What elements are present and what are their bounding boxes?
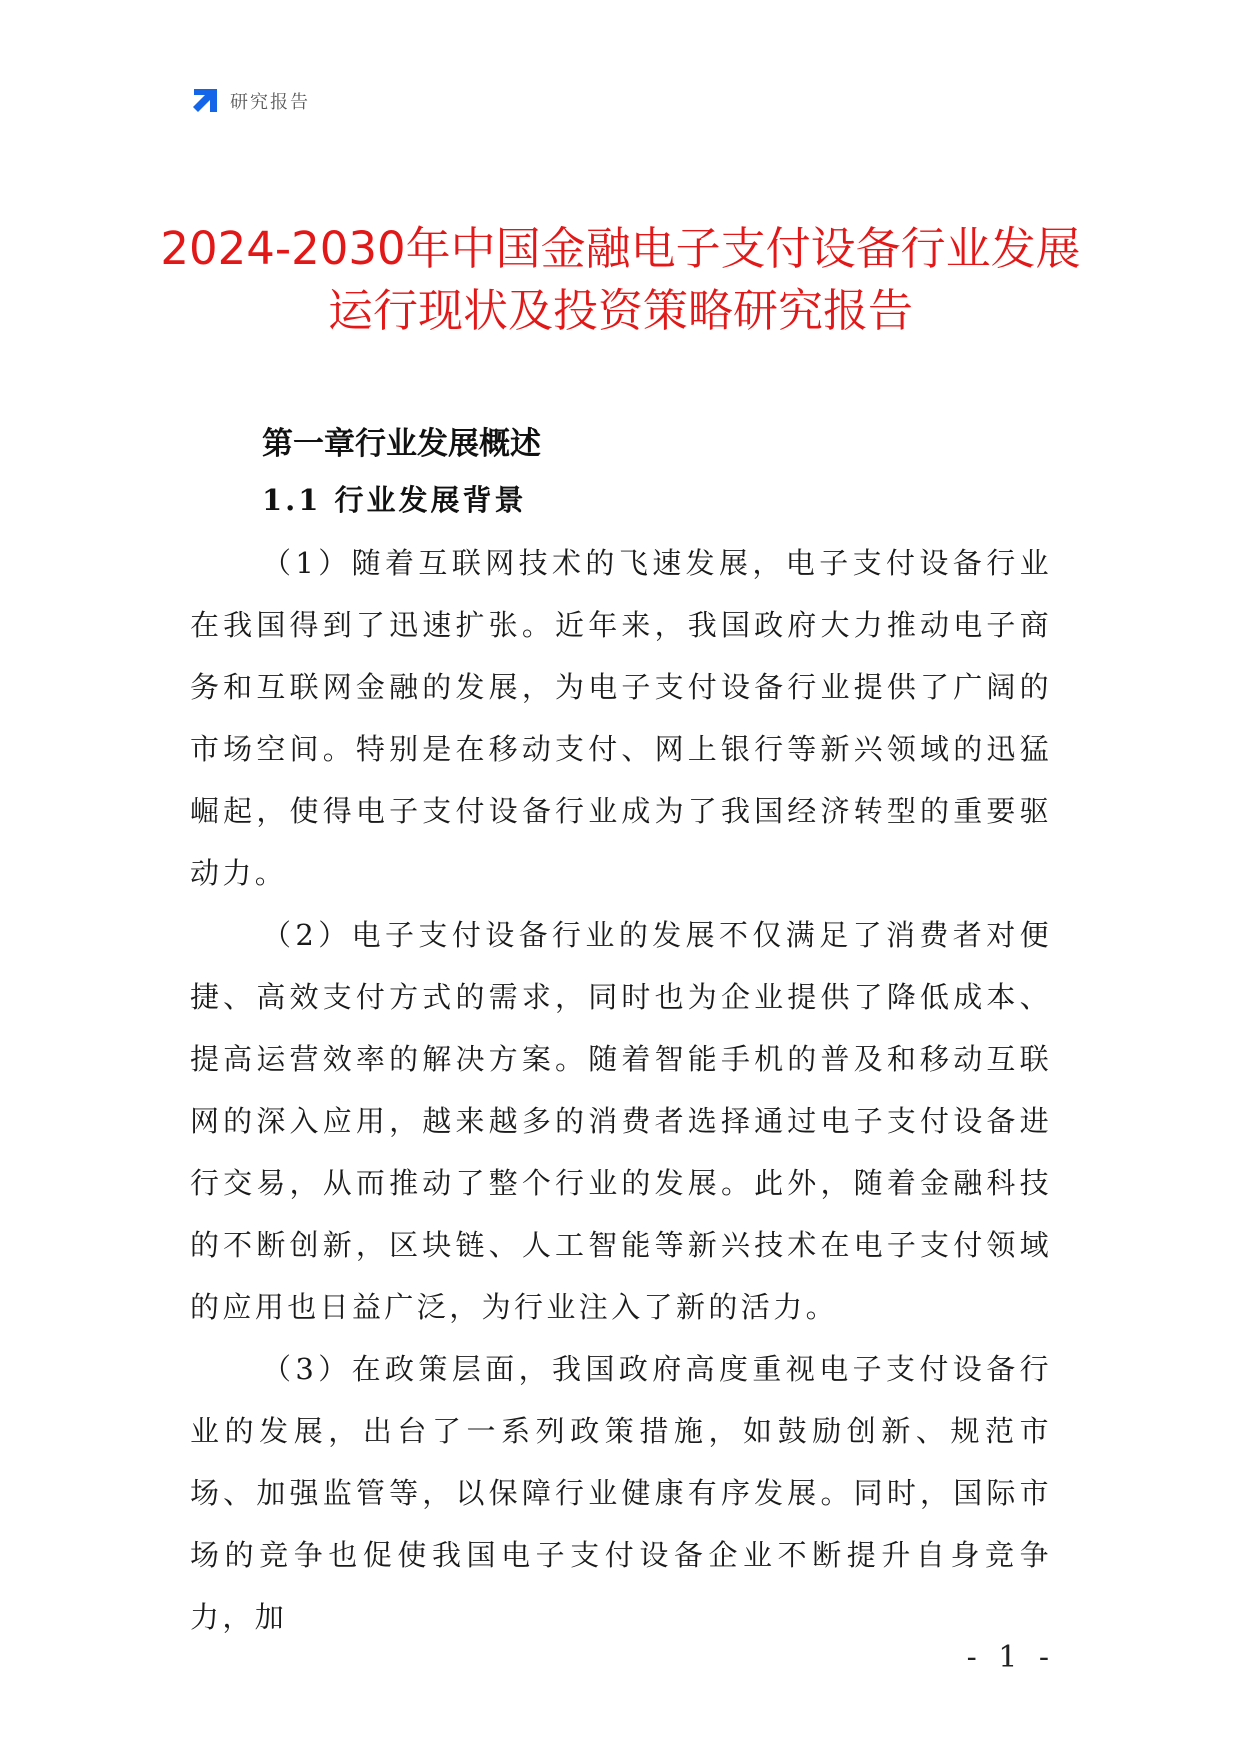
section-heading: 1.1 行业发展背景 xyxy=(262,483,527,517)
body-text xyxy=(190,532,1052,1648)
page-number: - 1 - xyxy=(966,1640,1055,1675)
paragraph-2: （2）电子支付设备行业的发展不仅满足了消费者对便捷、高效支付方式的需求，同时也为企业提供了降低成本、提高运营效率的解决方案。随着智能手机的普及和移动互联网的深入应用，越来越多的消费者选择通过电子支付设备进行交易，从而推动了整个行业的发展。此外，随着金融科技的不断创新，区块链、人工智能等新兴技术在电子支付领域的应用也日益广泛，为行业注入了新的活力。 xyxy=(190,918,1052,1324)
document-title: 2024-2030年中国金融电子支付设备行业发展运行现状及投资策略研究报告 xyxy=(160,222,1081,337)
diagonal-arrow-icon xyxy=(190,86,220,116)
paragraph-3: （3）在政策层面，我国政府高度重视电子支付设备行业的发展，出台了一系列政策措施，如鼓励创新、规范市场、加强监管等，以保障行业健康有序发展。同时，国际市场的竞争也促使我国电子支付设备企业不断提升自身竞争力，加 xyxy=(190,1352,1052,1634)
report-header xyxy=(190,86,310,116)
paragraph-1: （1）随着互联网技术的飞速发展，电子支付设备行业在我国得到了迅速扩张。近年来，我国政府大力推动电子商务和互联网金融的发展，为电子支付设备行业提供了广阔的市场空间。特别是在移动支付、网上银行等新兴领域的迅猛崛起，使得电子支付设备行业成为了我国经济转型的重要驱动力。 xyxy=(190,546,1052,890)
header-label: 研究报告 xyxy=(230,92,310,113)
chapter-heading: 第一章行业发展概述 xyxy=(262,426,541,462)
